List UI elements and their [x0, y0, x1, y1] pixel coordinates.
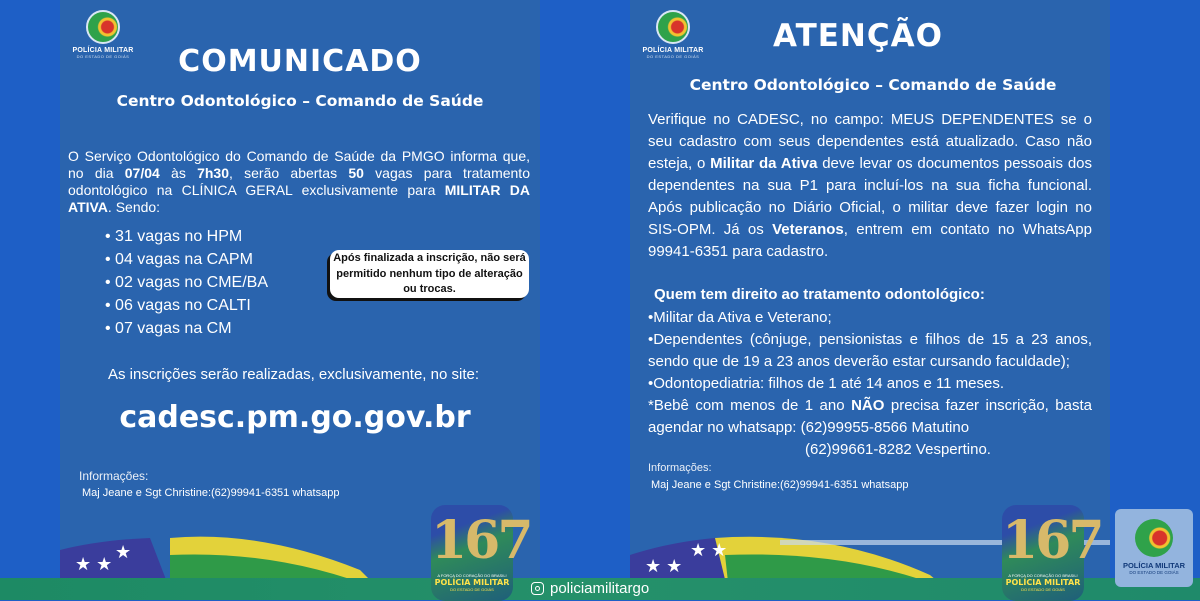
instagram-handle[interactable] [531, 580, 649, 597]
bold-text: 7h30 [197, 165, 229, 181]
list-item: •Militar da Ativa e Veterano; [648, 309, 832, 326]
text-segment: . Sendo: [107, 199, 161, 215]
svg-text:★: ★ [115, 542, 132, 562]
subtitle: Centro Odontológico – Comando de Saúde [689, 76, 1057, 94]
anniversary-badge [431, 505, 531, 601]
bold-text: Militar da Ativa [710, 155, 818, 172]
text-segment: O Serviço Odontológico do Comando de Saúde da PMGO informa que, no dia [68, 148, 530, 181]
page-title: ATENÇÃO [773, 18, 943, 54]
bold-text: NÃO [851, 397, 885, 414]
info-label: Informações: [79, 469, 149, 483]
bebe-phone-2: (62)99661-8282 Vespertino. [805, 441, 991, 458]
text-segment: , serão abertas [229, 165, 349, 181]
anniversary-badge [1002, 505, 1102, 601]
bold-text: 07/04 [124, 165, 160, 181]
text-segment: deve levar os documentos pessoais dos dependentes na sua P1 para incluí-los na sua ficha funcional. Após publicação no Diário Oficial, o militar deve fazer login no SIS-OPM. Já os [648, 155, 1093, 238]
svg-text:★ ★: ★ ★ [645, 556, 683, 576]
intro-paragraph [68, 148, 530, 216]
bold-text: 50 [348, 165, 364, 181]
list-item: • 31 vagas no HPM [105, 228, 243, 245]
pm-seal-icon [86, 10, 120, 44]
text-segment: vagas para tratamento odontológico na CLÍNICA GERAL exclusivamente para [68, 165, 530, 198]
inscricoes-text: As inscrições serão realizadas, exclusivamente, no site: [108, 366, 480, 383]
text-segment: *Bebê com menos de 1 ano [648, 397, 852, 414]
bold-text: Veteranos [772, 221, 844, 238]
list-item: • 07 vagas na CM [105, 320, 232, 337]
badge-pm: POLÍCIA MILITAR [434, 578, 510, 587]
text-segment: Verifique no CADESC, no campo: MEUS DEPENDENTES se o seu cadastro com seus dependentes está atualizado. Caso não esteja, o [648, 111, 1092, 172]
bold-text: MILITAR DA ATIVA [68, 182, 530, 215]
notice-box: Após finalizada a inscrição, não será permitido nenhum tipo de alteração ou trocas. [330, 250, 529, 298]
list-item: • 06 vagas no CALTI [105, 297, 251, 314]
badge-state: DO ESTADO DE GOIÁS [1021, 587, 1065, 592]
badge-slogan: A FORÇA DO CORAÇÃO DO BRASIL! [1008, 573, 1078, 578]
logo-text: POLÍCIA MILITAR [1122, 561, 1186, 570]
instagram-handle-text: policiamilitargo [550, 580, 650, 597]
pm-seal-icon [1135, 519, 1173, 557]
svg-text:★ ★: ★ ★ [75, 554, 113, 574]
body-paragraph [648, 109, 1092, 263]
pm-logo-square [1115, 509, 1193, 587]
badge-number: 167 [431, 510, 531, 571]
site-link[interactable]: cadesc.pm.go.gov.br [119, 400, 471, 435]
rights-heading: Quem tem direito ao tratamento odontológico: [654, 286, 985, 303]
info-label: Informações: [648, 462, 712, 474]
logo-text: POLÍCIA MILITAR [642, 47, 704, 54]
info-contact: Maj Jeane e Sgt Christine:(62)99941-6351 whatsapp [82, 487, 340, 499]
badge-state: DO ESTADO DE GOIÁS [450, 587, 494, 592]
badge-pm: POLÍCIA MILITAR [1005, 578, 1081, 587]
vagas-list [105, 228, 268, 343]
logo-subtext: DO ESTADO DE GOIÁS [76, 54, 130, 59]
bebe-note [648, 395, 1092, 439]
instagram-icon [531, 582, 544, 595]
rights-list [648, 307, 1092, 461]
logo-subtext: DO ESTADO DE GOIÁS [1129, 570, 1179, 575]
list-item: •Odontopediatria: filhos de 1 até 14 anos e 11 meses. [648, 375, 1005, 392]
list-item: • 04 vagas na CAPM [105, 251, 253, 268]
logo-text: POLÍCIA MILITAR [72, 47, 134, 54]
list-item: •Dependentes (cônjuge, pensionistas e filhos de 15 a 23 anos, sendo que de 19 a 23 anos deverão estar cursando faculdade); [648, 331, 1092, 370]
list-item: • 02 vagas no CME/BA [105, 274, 269, 291]
subtitle: Centro Odontológico – Comando de Saúde [116, 92, 484, 110]
badge-slogan: A FORÇA DO CORAÇÃO DO BRASIL! [437, 573, 507, 578]
svg-text:★ ★: ★ ★ [690, 540, 728, 560]
text-segment: às [159, 165, 198, 181]
page-title: COMUNICADO [178, 44, 422, 79]
text-segment: precisa fazer inscrição, basta agendar no whatsapp: (62)99955-8566 Matutino [648, 397, 1093, 436]
badge-number: 167 [1002, 510, 1102, 571]
info-contact: Maj Jeane e Sgt Christine:(62)99941-6351 whatsapp [651, 479, 909, 491]
text-segment: , entrem em contato no WhatsApp 99941-6351 para cadastro. [648, 221, 1092, 260]
logo-subtext: DO ESTADO DE GOIÁS [646, 54, 700, 59]
